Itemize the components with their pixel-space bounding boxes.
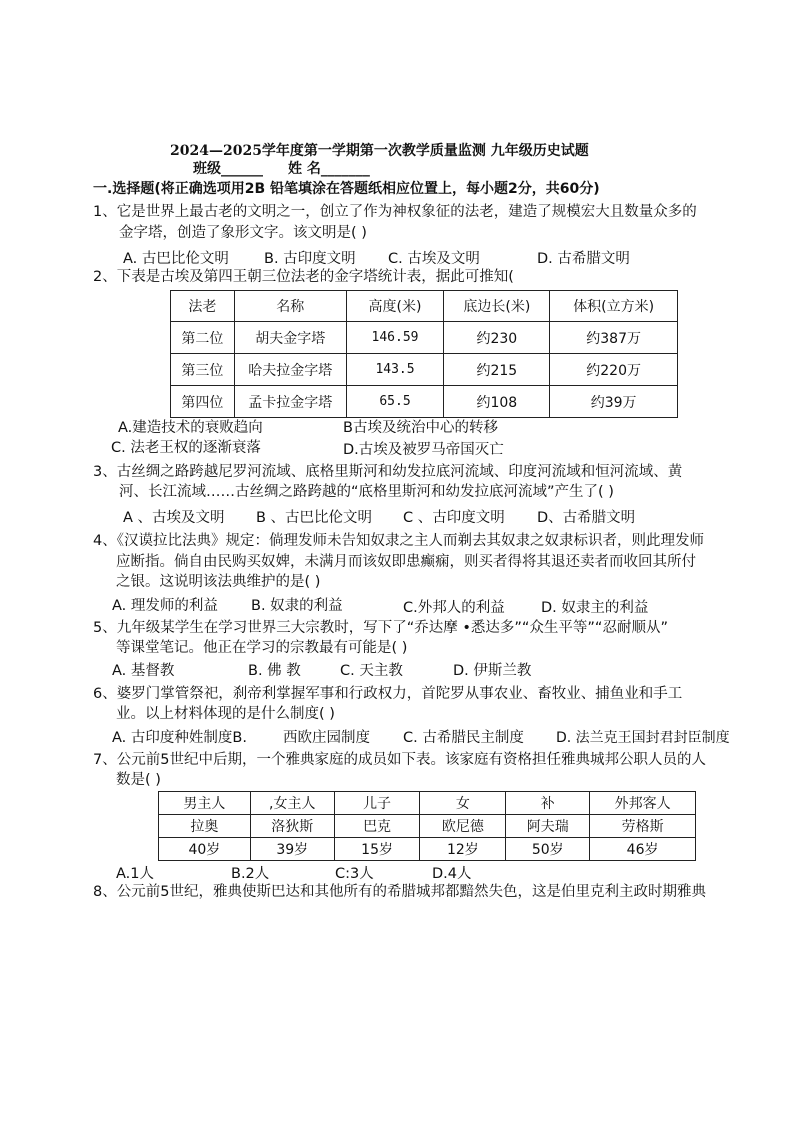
table-row	[171, 322, 678, 354]
q4-option-a: A. 理发师的利益	[112, 598, 218, 614]
q3-option-d: D、古希腊文明	[537, 510, 636, 526]
question-7-stem: 7、公元前5世纪中后期，一个雅典家庭的成员如下表。该家庭有资格担任雅典城邦公职人员的人	[93, 752, 706, 768]
q6-option-b: 西欧庄园制度	[283, 730, 370, 746]
table-cell: 约230	[444, 322, 550, 354]
question-1-stem: 1、它是世界上最古老的文明之一，创立了作为神权象征的法老，建造了规模宏大且数量众多的	[93, 204, 697, 220]
table-row	[159, 838, 696, 861]
table-cell: 46岁	[590, 838, 696, 861]
question-6-stem: 6、婆罗门掌管祭祀，刹帝利掌握军事和行政权力，首陀罗从事农业、畜牧业、捕鱼业和手工	[93, 686, 683, 702]
question-1-stem-cont: 金字塔，创造了象形文字。该文明是( )	[119, 225, 367, 241]
table-cell: 146.59	[346, 322, 444, 354]
question-5-stem: 5、九年级某学生在学习世界三大宗教时，写下了“乔达摩 •悉达多”“众生平等”“忍耐顺从”	[93, 620, 668, 636]
class-field-label: 班级______	[193, 161, 263, 177]
table-row	[171, 354, 678, 386]
q1-option-c: C. 古埃及文明	[388, 251, 480, 267]
q2-option-a: A.建造技术的衰败趋向	[118, 420, 263, 436]
table-cell: 欧尼德	[420, 815, 506, 838]
q5-option-d: D. 伊斯兰教	[453, 663, 532, 679]
table-cell: 阿夫瑞	[506, 815, 590, 838]
table-cell: 第四位	[171, 386, 235, 418]
q1-option-d: D. 古希腊文明	[537, 251, 630, 267]
table-cell: 洛狄斯	[250, 815, 334, 838]
table-row	[159, 792, 696, 815]
table-cell: 胡夫金字塔	[234, 322, 346, 354]
table-cell: 40岁	[159, 838, 251, 861]
table-cell: 50岁	[506, 838, 590, 861]
table-cell: 65.5	[346, 386, 444, 418]
q5-option-c: C. 天主教	[340, 663, 403, 679]
q2-option-d: D.古埃及被罗马帝国灭亡	[343, 442, 504, 458]
q4-option-b: B. 奴隶的利益	[251, 598, 343, 614]
question-4-stem-cont: 之银。这说明该法典维护的是( )	[116, 574, 321, 590]
q3-option-c: C 、古印度文明	[403, 510, 505, 526]
question-7-stem-cont: 数是( )	[116, 772, 161, 788]
table-cell: 孟卡拉金字塔	[234, 386, 346, 418]
question-8-stem: 8、公元前5世纪，雅典使斯巴达和其他所有的希腊城邦都黯然失色，这是伯里克利主政时期雅典	[93, 884, 706, 900]
name-field-label: 姓 名_______	[288, 161, 370, 177]
table-header-cell: 高度(米)	[346, 291, 444, 322]
section-heading: 一.选择题(将正确选项用2B 铅笔填涂在答题纸相应位置上，每小题2分，共60分)	[93, 181, 600, 197]
table-cell: 外邦客人	[590, 792, 696, 815]
table-cell: 第二位	[171, 322, 235, 354]
question-3-stem-cont: 河、长江流域……古丝绸之路跨越的“底格里斯河和幼发拉底河流域”产生了( )	[119, 484, 614, 500]
table-header-cell: 法老	[171, 291, 235, 322]
table-cell: 第三位	[171, 354, 235, 386]
q4-option-c: C.外邦人的利益	[403, 600, 505, 616]
table-cell: 约108	[444, 386, 550, 418]
table-cell: 约39万	[550, 386, 678, 418]
q6-option-d: D. 法兰克王国封君封臣制度	[556, 730, 730, 746]
table-cell: 补	[506, 792, 590, 815]
table-cell: 男主人	[159, 792, 251, 815]
table-cell: 巴克	[334, 815, 420, 838]
q7-option-d: D.4人	[432, 866, 472, 882]
q7-option-c: C:3人	[335, 866, 374, 882]
exam-title: 2024—2025学年度第一学期第一次教学质量监测 九年级历史试题	[170, 143, 589, 159]
table-cell: 约215	[444, 354, 550, 386]
table-cell: 143.5	[346, 354, 444, 386]
q6-option-c: C. 古希腊民主制度	[403, 730, 524, 746]
table-cell: 39岁	[250, 838, 334, 861]
q4-option-d: D. 奴隶主的利益	[541, 600, 649, 616]
family-table	[158, 791, 696, 861]
table-cell: 女	[420, 792, 506, 815]
table-row	[171, 386, 678, 418]
table-row	[159, 815, 696, 838]
q6-option-a: A. 古印度种姓制度B.	[112, 730, 247, 746]
question-4-stem: 4、《汉谟拉比法典》规定：倘理发师未告知奴隶之主人而剃去其奴隶之奴隶标识者，则此理发师	[93, 533, 704, 549]
pyramid-table	[170, 290, 678, 418]
q3-option-a: A 、古埃及文明	[123, 510, 225, 526]
table-header-row	[171, 291, 678, 322]
q1-option-a: A. 古巴比伦文明	[123, 251, 229, 267]
table-cell: 15岁	[334, 838, 420, 861]
q7-option-b: B.2人	[231, 866, 270, 882]
question-2-stem: 2、下表是古埃及第四王朝三位法老的金字塔统计表，据此可推知(	[93, 269, 514, 285]
table-cell: ,女主人	[250, 792, 334, 815]
q5-option-a: A. 基督教	[112, 663, 175, 679]
q2-option-c: C. 法老王权的逐渐衰落	[111, 440, 261, 456]
table-cell: 约387万	[550, 322, 678, 354]
table-cell: 哈夫拉金字塔	[234, 354, 346, 386]
question-5-stem-cont: 等课堂笔记。他正在学习的宗教最有可能是( )	[116, 640, 408, 656]
q1-option-b: B. 古印度文明	[264, 251, 356, 267]
q7-option-a: A.1人	[116, 866, 154, 882]
q3-option-b: B 、古巴比伦文明	[256, 510, 373, 526]
table-cell: 拉奥	[159, 815, 251, 838]
table-cell: 12岁	[420, 838, 506, 861]
table-header-cell: 名称	[234, 291, 346, 322]
table-header-cell: 底边长(米)	[444, 291, 550, 322]
table-cell: 约220万	[550, 354, 678, 386]
table-cell: 儿子	[334, 792, 420, 815]
q2-option-b: B古埃及统治中心的转移	[343, 420, 498, 436]
q5-option-b: B. 佛 教	[248, 663, 301, 679]
table-header-cell: 体积(立方米)	[550, 291, 678, 322]
question-6-stem-cont: 业。以上材料体现的是什么制度( )	[116, 706, 335, 722]
table-cell: 劳格斯	[590, 815, 696, 838]
question-3-stem: 3、古丝绸之路跨越尼罗河流域、底格里斯河和幼发拉底河流域、印度河流域和恒河流域、黄	[93, 464, 683, 480]
question-4-stem-cont: 应断指。倘自由民购买奴婢，未满月而该奴即患癫痫，则买者得将其退还卖者而收回其所付	[116, 554, 696, 570]
